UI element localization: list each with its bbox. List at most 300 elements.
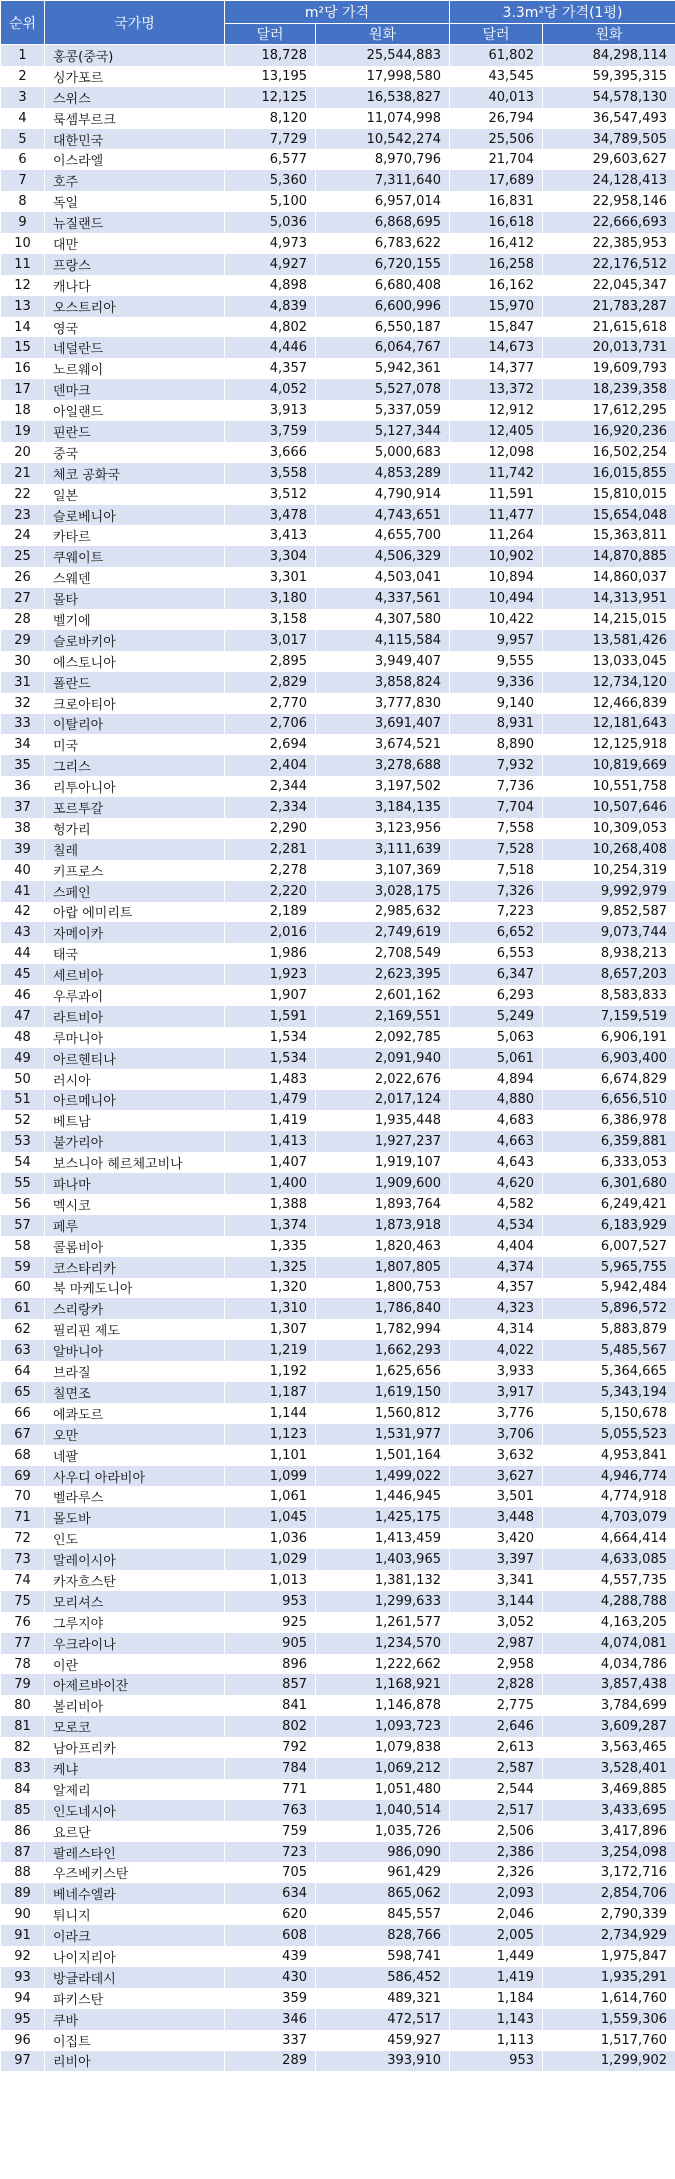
table-row (1, 1654, 675, 1675)
krw-per-pyeong-cell: 20,013,731 (543, 337, 675, 358)
country-cell: 이란 (45, 1654, 225, 1675)
table-row (1, 337, 675, 358)
krw-per-pyeong-cell: 6,333,053 (543, 1152, 675, 1173)
krw-per-m2-cell: 4,506,329 (316, 546, 450, 567)
table-row (1, 1298, 675, 1319)
rank-cell: 88 (1, 1862, 45, 1883)
krw-per-pyeong-cell: 18,239,358 (543, 379, 675, 400)
usd-per-pyeong-cell: 5,063 (450, 1027, 543, 1048)
krw-per-pyeong-cell: 1,975,847 (543, 1946, 675, 1967)
country-cell: 에스토니아 (45, 651, 225, 672)
rank-cell: 92 (1, 1946, 45, 1967)
rank-cell: 96 (1, 2030, 45, 2051)
usd-per-m2-cell: 2,220 (225, 881, 316, 902)
usd-per-m2-cell: 1,307 (225, 1319, 316, 1340)
krw-per-pyeong-cell: 10,268,408 (543, 839, 675, 860)
krw-per-pyeong-cell: 5,343,194 (543, 1382, 675, 1403)
country-cell: 오스트리아 (45, 296, 225, 317)
country-cell: 중국 (45, 442, 225, 463)
rank-cell: 93 (1, 1967, 45, 1988)
usd-per-pyeong-cell: 21,704 (450, 149, 543, 170)
table-row (1, 588, 675, 609)
rank-cell: 9 (1, 212, 45, 233)
rank-cell: 84 (1, 1779, 45, 1800)
krw-per-m2-cell: 1,403,965 (316, 1549, 450, 1570)
country-cell: 이탈리아 (45, 714, 225, 735)
krw-per-pyeong-cell: 2,734,929 (543, 1925, 675, 1946)
country-cell: 이집트 (45, 2030, 225, 2051)
country-cell: 일본 (45, 484, 225, 505)
country-cell: 세르비아 (45, 964, 225, 985)
usd-per-m2-cell: 4,973 (225, 233, 316, 254)
krw-per-pyeong-cell: 1,614,760 (543, 1988, 675, 2009)
krw-per-pyeong-cell: 6,007,527 (543, 1236, 675, 1257)
usd-per-m2-cell: 2,344 (225, 776, 316, 797)
rank-cell: 89 (1, 1883, 45, 1904)
krw-per-pyeong-cell: 22,385,953 (543, 233, 675, 254)
krw-per-m2-cell: 4,337,561 (316, 588, 450, 609)
usd-per-pyeong-cell: 4,323 (450, 1298, 543, 1319)
rank-cell: 85 (1, 1800, 45, 1821)
usd-per-pyeong-cell: 40,013 (450, 87, 543, 108)
krw-per-m2-cell: 6,783,622 (316, 233, 450, 254)
country-cell: 포르투갈 (45, 797, 225, 818)
country-cell: 우즈베키스탄 (45, 1862, 225, 1883)
rank-cell: 82 (1, 1737, 45, 1758)
krw-per-pyeong-cell: 6,674,829 (543, 1069, 675, 1090)
usd-per-m2-cell: 4,052 (225, 379, 316, 400)
rank-cell: 3 (1, 87, 45, 108)
rank-cell: 36 (1, 776, 45, 797)
krw-per-m2-cell: 2,092,785 (316, 1027, 450, 1048)
rank-cell: 59 (1, 1257, 45, 1278)
usd-per-m2-cell: 289 (225, 2051, 316, 2072)
rank-cell: 33 (1, 714, 45, 735)
krw-per-m2-cell: 2,169,551 (316, 1006, 450, 1027)
country-cell: 크로아티아 (45, 693, 225, 714)
country-cell: 영국 (45, 317, 225, 338)
krw-per-m2-cell: 393,910 (316, 2051, 450, 2072)
krw-per-m2-cell: 11,074,998 (316, 108, 450, 129)
usd-per-pyeong-cell: 12,098 (450, 442, 543, 463)
krw-per-pyeong-cell: 6,359,881 (543, 1131, 675, 1152)
usd-per-pyeong-cell: 7,704 (450, 797, 543, 818)
rank-cell: 50 (1, 1069, 45, 1090)
usd-per-pyeong-cell: 1,419 (450, 1967, 543, 1988)
usd-per-pyeong-cell: 2,544 (450, 1779, 543, 1800)
table-row (1, 1236, 675, 1257)
usd-per-pyeong-cell: 7,932 (450, 755, 543, 776)
country-cell: 스리랑카 (45, 1298, 225, 1319)
usd-per-pyeong-cell: 4,374 (450, 1257, 543, 1278)
usd-per-m2-cell: 4,927 (225, 254, 316, 275)
krw-per-m2-cell: 3,028,175 (316, 881, 450, 902)
krw-per-m2-cell: 1,909,600 (316, 1173, 450, 1194)
krw-per-pyeong-cell: 3,528,401 (543, 1758, 675, 1779)
rank-cell: 20 (1, 442, 45, 463)
table-row (1, 1278, 675, 1299)
rank-cell: 63 (1, 1340, 45, 1361)
krw-per-pyeong-cell: 5,485,567 (543, 1340, 675, 1361)
table-row (1, 379, 675, 400)
table-row (1, 1257, 675, 1278)
usd-per-m2-cell: 1,407 (225, 1152, 316, 1173)
rank-cell: 65 (1, 1382, 45, 1403)
rank-cell: 51 (1, 1090, 45, 1111)
rank-cell: 19 (1, 421, 45, 442)
usd-per-m2-cell: 4,802 (225, 317, 316, 338)
country-cell: 몰타 (45, 588, 225, 609)
country-cell: 쿠바 (45, 2009, 225, 2030)
usd-per-pyeong-cell: 6,553 (450, 943, 543, 964)
krw-per-m2-cell: 2,017,124 (316, 1090, 450, 1111)
krw-per-pyeong-cell: 4,074,081 (543, 1633, 675, 1654)
usd-per-m2-cell: 3,512 (225, 484, 316, 505)
usd-per-m2-cell: 1,591 (225, 1006, 316, 1027)
krw-per-m2-cell: 5,942,361 (316, 358, 450, 379)
krw-per-m2-cell: 6,600,996 (316, 296, 450, 317)
krw-per-m2-cell: 5,000,683 (316, 442, 450, 463)
usd-per-pyeong-cell: 3,144 (450, 1591, 543, 1612)
usd-per-pyeong-cell: 12,405 (450, 421, 543, 442)
table-row (1, 714, 675, 735)
usd-per-m2-cell: 5,360 (225, 170, 316, 191)
usd-per-pyeong-cell: 3,706 (450, 1424, 543, 1445)
usd-per-m2-cell: 4,446 (225, 337, 316, 358)
krw-per-m2-cell: 6,550,187 (316, 317, 450, 338)
table-row (1, 1716, 675, 1737)
krw-per-m2-cell: 17,998,580 (316, 66, 450, 87)
table-row (1, 1466, 675, 1487)
usd-per-pyeong-cell: 2,646 (450, 1716, 543, 1737)
header-krw-pyeong: 원화 (543, 24, 675, 45)
table-header (1, 1, 675, 45)
krw-per-pyeong-cell: 2,790,339 (543, 1904, 675, 1925)
table-row (1, 651, 675, 672)
table-row (1, 630, 675, 651)
usd-per-m2-cell: 1,061 (225, 1486, 316, 1507)
usd-per-m2-cell: 634 (225, 1883, 316, 1904)
usd-per-m2-cell: 359 (225, 1988, 316, 2009)
rank-cell: 54 (1, 1152, 45, 1173)
krw-per-pyeong-cell: 6,906,191 (543, 1027, 675, 1048)
usd-per-m2-cell: 4,357 (225, 358, 316, 379)
usd-per-m2-cell: 1,534 (225, 1027, 316, 1048)
rank-cell: 49 (1, 1048, 45, 1069)
usd-per-pyeong-cell: 3,632 (450, 1445, 543, 1466)
krw-per-m2-cell: 3,123,956 (316, 818, 450, 839)
table-row (1, 1612, 675, 1633)
usd-per-m2-cell: 3,304 (225, 546, 316, 567)
country-cell: 자메이카 (45, 922, 225, 943)
usd-per-pyeong-cell: 4,620 (450, 1173, 543, 1194)
rank-cell: 42 (1, 902, 45, 923)
country-cell: 쿠웨이트 (45, 546, 225, 567)
table-body (1, 45, 675, 2072)
table-row (1, 1319, 675, 1340)
krw-per-pyeong-cell: 4,557,735 (543, 1570, 675, 1591)
rank-cell: 74 (1, 1570, 45, 1591)
krw-per-pyeong-cell: 21,615,618 (543, 317, 675, 338)
krw-per-pyeong-cell: 3,784,699 (543, 1695, 675, 1716)
rank-cell: 52 (1, 1110, 45, 1131)
rank-cell: 8 (1, 191, 45, 212)
usd-per-m2-cell: 8,120 (225, 108, 316, 129)
krw-per-m2-cell: 1,425,175 (316, 1507, 450, 1528)
krw-per-pyeong-cell: 2,854,706 (543, 1883, 675, 1904)
usd-per-pyeong-cell: 1,449 (450, 1946, 543, 1967)
rank-cell: 26 (1, 567, 45, 588)
usd-per-pyeong-cell: 4,314 (450, 1319, 543, 1340)
country-cell: 북 마케도니아 (45, 1278, 225, 1299)
table-row (1, 1633, 675, 1654)
usd-per-m2-cell: 759 (225, 1821, 316, 1842)
rank-cell: 69 (1, 1466, 45, 1487)
country-cell: 튀니지 (45, 1904, 225, 1925)
krw-per-m2-cell: 1,800,753 (316, 1278, 450, 1299)
country-cell: 인도네시아 (45, 1800, 225, 1821)
country-cell: 칠면조 (45, 1382, 225, 1403)
table-row (1, 839, 675, 860)
country-cell: 노르웨이 (45, 358, 225, 379)
table-row (1, 1131, 675, 1152)
usd-per-m2-cell: 2,016 (225, 922, 316, 943)
country-cell: 몰도바 (45, 1507, 225, 1528)
table-row (1, 421, 675, 442)
rank-cell: 30 (1, 651, 45, 672)
usd-per-pyeong-cell: 43,545 (450, 66, 543, 87)
rank-cell: 66 (1, 1403, 45, 1424)
rank-cell: 53 (1, 1131, 45, 1152)
table-row (1, 191, 675, 212)
table-row (1, 1403, 675, 1424)
usd-per-pyeong-cell: 2,828 (450, 1674, 543, 1695)
usd-per-m2-cell: 792 (225, 1737, 316, 1758)
country-cell: 불가리아 (45, 1131, 225, 1152)
usd-per-m2-cell: 2,829 (225, 672, 316, 693)
country-cell: 아랍 에미리트 (45, 902, 225, 923)
usd-per-m2-cell: 1,923 (225, 964, 316, 985)
country-cell: 태국 (45, 943, 225, 964)
krw-per-m2-cell: 4,853,289 (316, 463, 450, 484)
rank-cell: 37 (1, 797, 45, 818)
country-cell: 베네수엘라 (45, 1883, 225, 1904)
usd-per-m2-cell: 784 (225, 1758, 316, 1779)
country-cell: 보스니아 헤르체고비나 (45, 1152, 225, 1173)
country-cell: 아르메니아 (45, 1090, 225, 1111)
rank-cell: 10 (1, 233, 45, 254)
krw-per-m2-cell: 4,503,041 (316, 567, 450, 588)
krw-per-m2-cell: 1,069,212 (316, 1758, 450, 1779)
usd-per-m2-cell: 705 (225, 1862, 316, 1883)
usd-per-m2-cell: 3,017 (225, 630, 316, 651)
country-cell: 그루지야 (45, 1612, 225, 1633)
krw-per-m2-cell: 1,446,945 (316, 1486, 450, 1507)
table-row (1, 818, 675, 839)
usd-per-pyeong-cell: 16,412 (450, 233, 543, 254)
table-row (1, 1528, 675, 1549)
country-cell: 모리셔스 (45, 1591, 225, 1612)
table-row (1, 1027, 675, 1048)
krw-per-m2-cell: 1,093,723 (316, 1716, 450, 1737)
usd-per-pyeong-cell: 2,506 (450, 1821, 543, 1842)
krw-per-m2-cell: 3,111,639 (316, 839, 450, 860)
rank-cell: 57 (1, 1215, 45, 1236)
country-cell: 방글라데시 (45, 1967, 225, 1988)
country-cell: 싱가포르 (45, 66, 225, 87)
country-cell: 페루 (45, 1215, 225, 1236)
usd-per-pyeong-cell: 11,477 (450, 505, 543, 526)
krw-per-pyeong-cell: 14,870,885 (543, 546, 675, 567)
krw-per-m2-cell: 865,062 (316, 1883, 450, 1904)
country-cell: 말레이시아 (45, 1549, 225, 1570)
krw-per-m2-cell: 4,743,651 (316, 505, 450, 526)
country-cell: 벨라루스 (45, 1486, 225, 1507)
usd-per-pyeong-cell: 14,673 (450, 337, 543, 358)
table-row (1, 964, 675, 985)
usd-per-m2-cell: 1,335 (225, 1236, 316, 1257)
usd-per-pyeong-cell: 1,143 (450, 2009, 543, 2030)
krw-per-pyeong-cell: 3,433,695 (543, 1800, 675, 1821)
country-cell: 케냐 (45, 1758, 225, 1779)
usd-per-pyeong-cell: 4,663 (450, 1131, 543, 1152)
usd-per-pyeong-cell: 2,005 (450, 1925, 543, 1946)
krw-per-m2-cell: 1,261,577 (316, 1612, 450, 1633)
usd-per-pyeong-cell: 4,404 (450, 1236, 543, 1257)
krw-per-m2-cell: 7,311,640 (316, 170, 450, 191)
table-row (1, 734, 675, 755)
table-row (1, 1967, 675, 1988)
table-row (1, 212, 675, 233)
usd-per-m2-cell: 2,189 (225, 902, 316, 923)
krw-per-pyeong-cell: 3,254,098 (543, 1842, 675, 1863)
table-row (1, 2030, 675, 2051)
krw-per-m2-cell: 2,022,676 (316, 1069, 450, 1090)
country-cell: 남아프리카 (45, 1737, 225, 1758)
krw-per-pyeong-cell: 17,612,295 (543, 400, 675, 421)
rank-cell: 40 (1, 860, 45, 881)
usd-per-pyeong-cell: 2,613 (450, 1737, 543, 1758)
country-cell: 라트비아 (45, 1006, 225, 1027)
usd-per-m2-cell: 346 (225, 2009, 316, 2030)
rank-cell: 58 (1, 1236, 45, 1257)
table-row (1, 1069, 675, 1090)
usd-per-m2-cell: 1,374 (225, 1215, 316, 1236)
usd-per-pyeong-cell: 3,501 (450, 1486, 543, 1507)
rank-cell: 5 (1, 129, 45, 150)
krw-per-pyeong-cell: 6,386,978 (543, 1110, 675, 1131)
rank-cell: 55 (1, 1173, 45, 1194)
table-row (1, 1904, 675, 1925)
usd-per-m2-cell: 1,101 (225, 1445, 316, 1466)
table-row (1, 108, 675, 129)
krw-per-m2-cell: 2,708,549 (316, 943, 450, 964)
usd-per-m2-cell: 1,192 (225, 1361, 316, 1382)
usd-per-m2-cell: 13,195 (225, 66, 316, 87)
usd-per-pyeong-cell: 12,912 (450, 400, 543, 421)
table-row (1, 1152, 675, 1173)
rank-cell: 23 (1, 505, 45, 526)
table-row (1, 2051, 675, 2072)
krw-per-pyeong-cell: 6,183,929 (543, 1215, 675, 1236)
krw-per-pyeong-cell: 34,789,505 (543, 129, 675, 150)
usd-per-m2-cell: 1,388 (225, 1194, 316, 1215)
usd-per-pyeong-cell: 1,113 (450, 2030, 543, 2051)
usd-per-pyeong-cell: 5,249 (450, 1006, 543, 1027)
table-row (1, 254, 675, 275)
table-row (1, 1925, 675, 1946)
header-price-per-m2: m²당 가격 (225, 1, 450, 24)
rank-cell: 35 (1, 755, 45, 776)
usd-per-m2-cell: 2,895 (225, 651, 316, 672)
usd-per-m2-cell: 2,770 (225, 693, 316, 714)
krw-per-pyeong-cell: 5,364,665 (543, 1361, 675, 1382)
krw-per-m2-cell: 4,790,914 (316, 484, 450, 505)
table-row (1, 1048, 675, 1069)
rank-cell: 22 (1, 484, 45, 505)
table-row (1, 1486, 675, 1507)
usd-per-m2-cell: 4,839 (225, 296, 316, 317)
usd-per-pyeong-cell: 5,061 (450, 1048, 543, 1069)
usd-per-m2-cell: 771 (225, 1779, 316, 1800)
table-row (1, 484, 675, 505)
krw-per-pyeong-cell: 6,656,510 (543, 1090, 675, 1111)
usd-per-m2-cell: 337 (225, 2030, 316, 2051)
usd-per-pyeong-cell: 7,558 (450, 818, 543, 839)
country-cell: 칠레 (45, 839, 225, 860)
table-row (1, 87, 675, 108)
krw-per-pyeong-cell: 15,810,015 (543, 484, 675, 505)
usd-per-pyeong-cell: 2,987 (450, 1633, 543, 1654)
header-usd-pyeong: 달러 (450, 24, 543, 45)
krw-per-m2-cell: 1,873,918 (316, 1215, 450, 1236)
country-cell: 체코 공화국 (45, 463, 225, 484)
country-cell: 이라크 (45, 1925, 225, 1946)
table-row (1, 1821, 675, 1842)
table-row (1, 1340, 675, 1361)
krw-per-pyeong-cell: 4,664,414 (543, 1528, 675, 1549)
krw-per-pyeong-cell: 3,172,716 (543, 1862, 675, 1883)
usd-per-pyeong-cell: 4,880 (450, 1090, 543, 1111)
krw-per-pyeong-cell: 7,159,519 (543, 1006, 675, 1027)
usd-per-m2-cell: 1,187 (225, 1382, 316, 1403)
country-cell: 볼리비아 (45, 1695, 225, 1716)
usd-per-pyeong-cell: 3,627 (450, 1466, 543, 1487)
rank-cell: 71 (1, 1507, 45, 1528)
krw-per-m2-cell: 4,115,584 (316, 630, 450, 651)
krw-per-pyeong-cell: 8,938,213 (543, 943, 675, 964)
krw-per-m2-cell: 6,680,408 (316, 275, 450, 296)
krw-per-m2-cell: 25,544,883 (316, 45, 450, 66)
rank-cell: 18 (1, 400, 45, 421)
krw-per-m2-cell: 1,625,656 (316, 1361, 450, 1382)
usd-per-m2-cell: 1,036 (225, 1528, 316, 1549)
usd-per-pyeong-cell: 17,689 (450, 170, 543, 191)
krw-per-m2-cell: 1,501,164 (316, 1445, 450, 1466)
country-cell: 파키스탄 (45, 1988, 225, 2009)
krw-per-pyeong-cell: 4,946,774 (543, 1466, 675, 1487)
krw-per-m2-cell: 1,782,994 (316, 1319, 450, 1340)
krw-per-pyeong-cell: 8,583,833 (543, 985, 675, 1006)
rank-cell: 34 (1, 734, 45, 755)
usd-per-m2-cell: 1,413 (225, 1131, 316, 1152)
usd-per-pyeong-cell: 8,890 (450, 734, 543, 755)
usd-per-pyeong-cell: 9,957 (450, 630, 543, 651)
usd-per-m2-cell: 3,478 (225, 505, 316, 526)
krw-per-m2-cell: 4,307,580 (316, 609, 450, 630)
country-cell: 루마니아 (45, 1027, 225, 1048)
usd-per-m2-cell: 905 (225, 1633, 316, 1654)
